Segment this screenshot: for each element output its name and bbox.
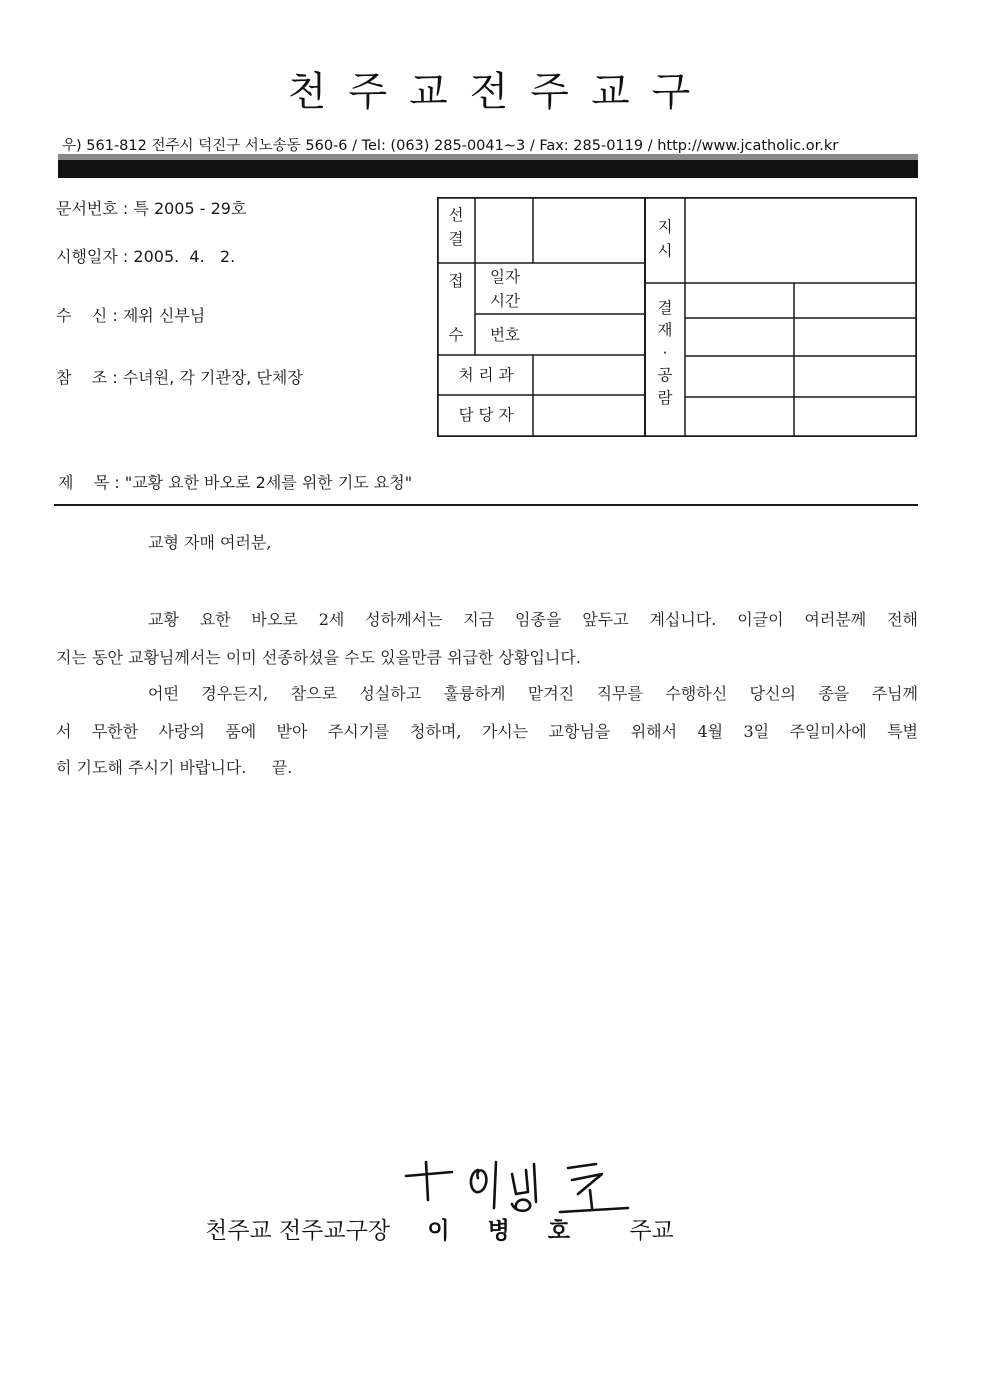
subject-label: 제 목 : xyxy=(58,473,120,492)
date-label: 시행일자 : xyxy=(56,247,129,266)
header-rule xyxy=(58,160,918,178)
doc-number-row xyxy=(56,196,246,219)
reference-value: 수녀원, 각 기관장, 단체장 xyxy=(122,368,303,387)
cell-processing-dept: 처 리 과 xyxy=(458,366,514,384)
address-line: 우) 561-812 전주시 덕진구 서노송동 560-6 / Tel: (063) 285-0041∼3 / Fax: 285-0119 / http://www.jcatholic.or.kr xyxy=(62,138,839,154)
approval-table xyxy=(437,197,917,437)
cell-seon-gyeol: 선 결 xyxy=(448,206,464,249)
recipient-row xyxy=(56,303,205,326)
subject-text: "교황 요한 바오로 2세를 위한 기도 요청" xyxy=(124,473,413,492)
cell-su: 수 xyxy=(448,326,464,344)
paragraph-2-line-2: 서 무한한 사랑의 품에 받아 주시기를 청하며, 가시는 교항님을 위해서 4월 3일 주일미사에 특별 xyxy=(56,722,918,741)
paragraph-2-line-1: 어떤 경우든지, 참으로 성실하고 훌륭하게 맡겨진 직무를 수행하신 당신의 종을 주님께 xyxy=(148,684,918,703)
reference-row xyxy=(56,365,303,388)
cell-number: 번호 xyxy=(490,326,520,344)
recipient-label: 수 신 : xyxy=(56,306,118,325)
subject-row xyxy=(58,470,412,493)
reference-label: 참 조 : xyxy=(56,368,118,387)
signature-line xyxy=(205,1212,674,1245)
signature-suffix: 주교 xyxy=(629,1218,674,1244)
signature-title: 천주교 전주교구장 xyxy=(205,1218,391,1244)
cell-person-in-charge: 담 당 자 xyxy=(458,406,514,424)
salutation: 교형 자매 여러분, xyxy=(148,533,272,552)
doc-number-label: 문서번호 : xyxy=(56,199,129,218)
signature-name: 이병호 xyxy=(427,1217,609,1244)
cell-approval-review: 결 재 · 공 람 xyxy=(657,299,673,407)
cell-jeop: 접 xyxy=(448,272,464,290)
doc-number-value: 특 2005 - 29호 xyxy=(133,199,247,218)
subject-rule xyxy=(54,504,918,506)
recipient-value: 제위 신부님 xyxy=(122,306,206,325)
date-row xyxy=(56,244,235,267)
cell-instruction: 지 시 xyxy=(657,218,673,261)
cell-date-time: 일자 시간 xyxy=(490,268,520,311)
paragraph-1-line-1: 교황 요한 바오로 2세 성하께서는 지금 임종을 앞두고 계십니다. 이글이 여러분께 전해 xyxy=(148,610,918,629)
paragraph-1-line-2: 지는 동안 교황님께서는 이미 선종하셨을 수도 있을만큼 위급한 상황입니다. xyxy=(56,648,581,667)
date-value: 2005. 4. 2. xyxy=(133,247,236,266)
org-title: 천주교전주교구 xyxy=(287,69,713,115)
paragraph-2-line-3: 히 기도해 주시기 바랍니다. 끝. xyxy=(56,758,293,777)
